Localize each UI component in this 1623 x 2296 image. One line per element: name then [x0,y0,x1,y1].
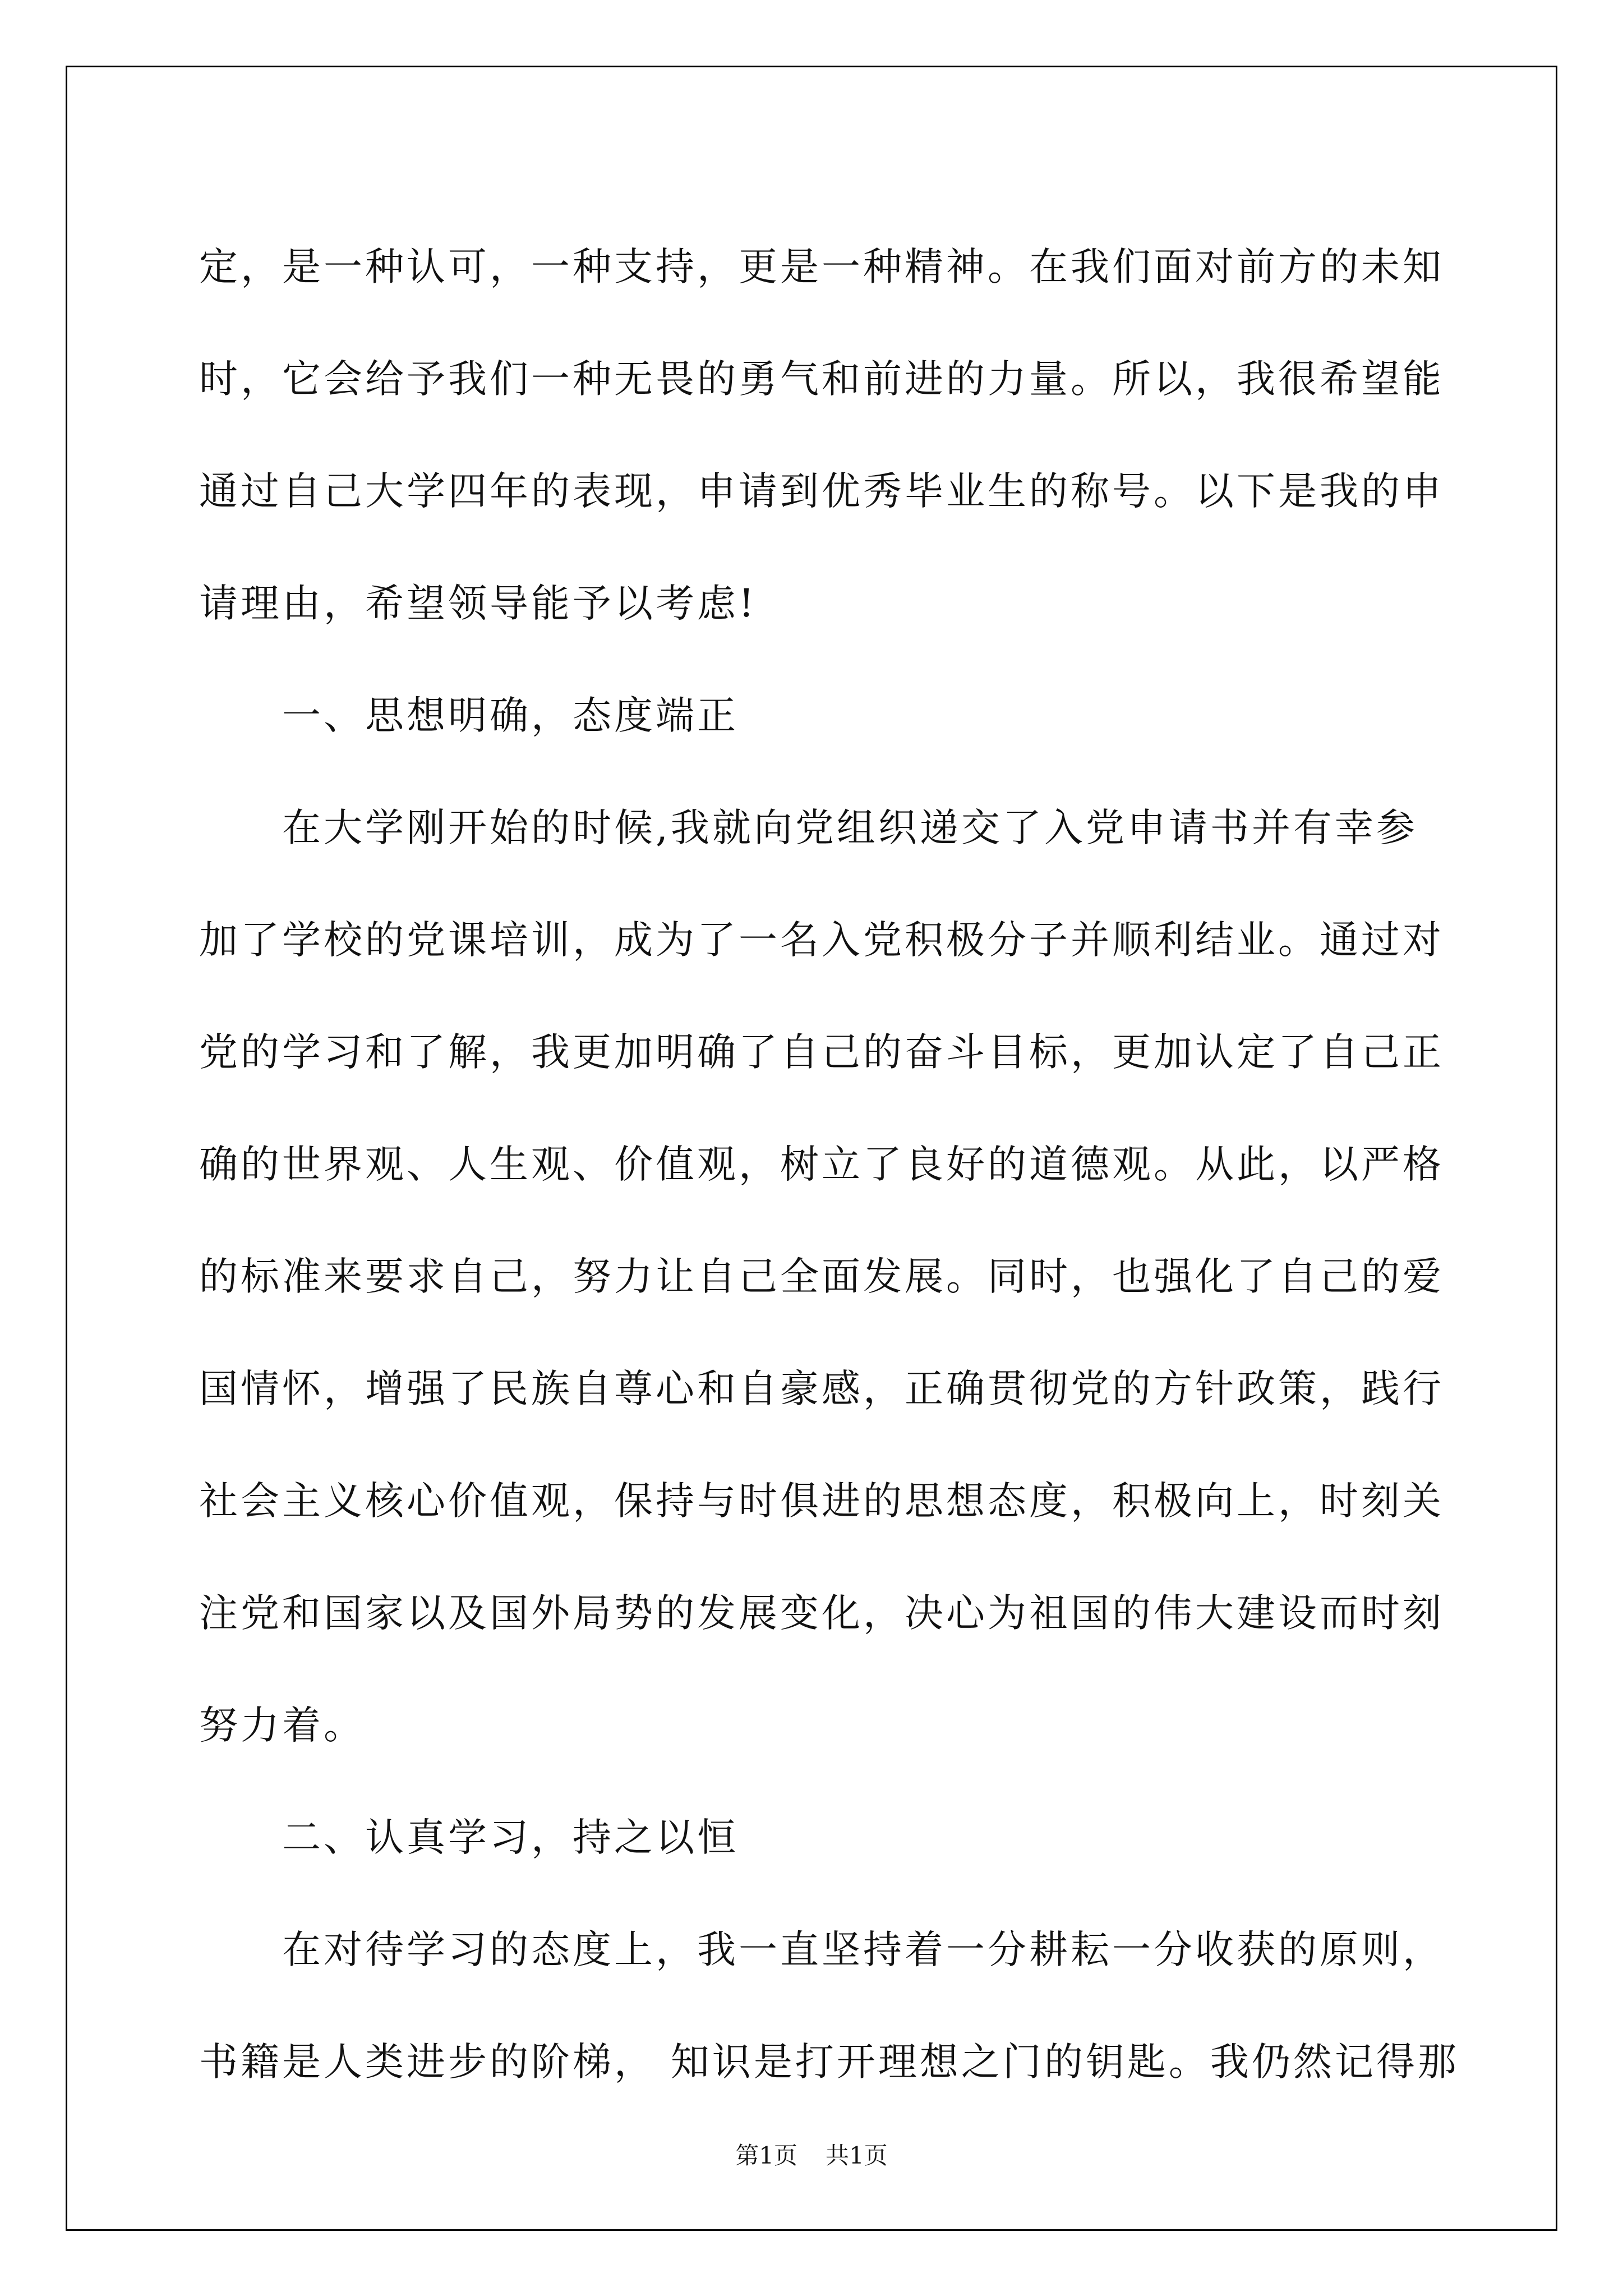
text-line: 的标准来要求自己，努力让自己全面发展。同时，也强化了自己的爱 [199,1254,1444,1299]
text-line: 党的学习和了解，我更加明确了自己的奋斗目标，更加认定了自己正 [199,1030,1444,1075]
page-footer [0,2137,1623,2171]
text-line: 注党和国家以及国外局势的发展变化，决心为祖国的伟大建设而时刻 [199,1591,1444,1636]
text-line: 努力着。 [199,1703,365,1748]
text-line: 通过自己大学四年的表现，申请到优秀毕业生的称号。以下是我的申 [199,469,1444,514]
page-number: 第1页 [735,2142,797,2169]
text-line: 请理由，希望领导能予以考虑! [199,581,757,626]
section-heading: 二、认真学习，持之以恒 [282,1815,739,1860]
paragraph-start: 在大学刚开始的时候,我就向党组织递交了入党申请书并有幸参 [282,806,1418,850]
text-line: 书籍是人类进步的阶梯， 知识是打开理想之门的钥匙。我仍然记得那 [199,2040,1459,2085]
page-total: 共1页 [826,2142,888,2169]
text-line: 定，是一种认可，一种支持，更是一种精神。在我们面对前方的未知 [199,245,1444,289]
document-body [199,211,1459,2118]
text-line: 加了学校的党课培训，成为了一名入党积极分子并顺利结业。通过对 [199,918,1444,963]
text-line: 确的世界观、人生观、价值观，树立了良好的道德观。从此，以严格 [199,1142,1444,1187]
text-line: 时，它会给予我们一种无畏的勇气和前进的力量。所以，我很希望能 [199,357,1444,402]
text-line: 国情怀，增强了民族自尊心和自豪感，正确贯彻党的方针政策，践行 [199,1366,1444,1411]
text-line: 社会主义核心价值观，保持与时俱进的思想态度，积极向上，时刻关 [199,1479,1444,1524]
paragraph-start: 在对待学习的态度上，我一直坚持着一分耕耘一分收获的原则， [282,1927,1444,1972]
section-heading: 一、思想明确，态度端正 [282,693,739,738]
